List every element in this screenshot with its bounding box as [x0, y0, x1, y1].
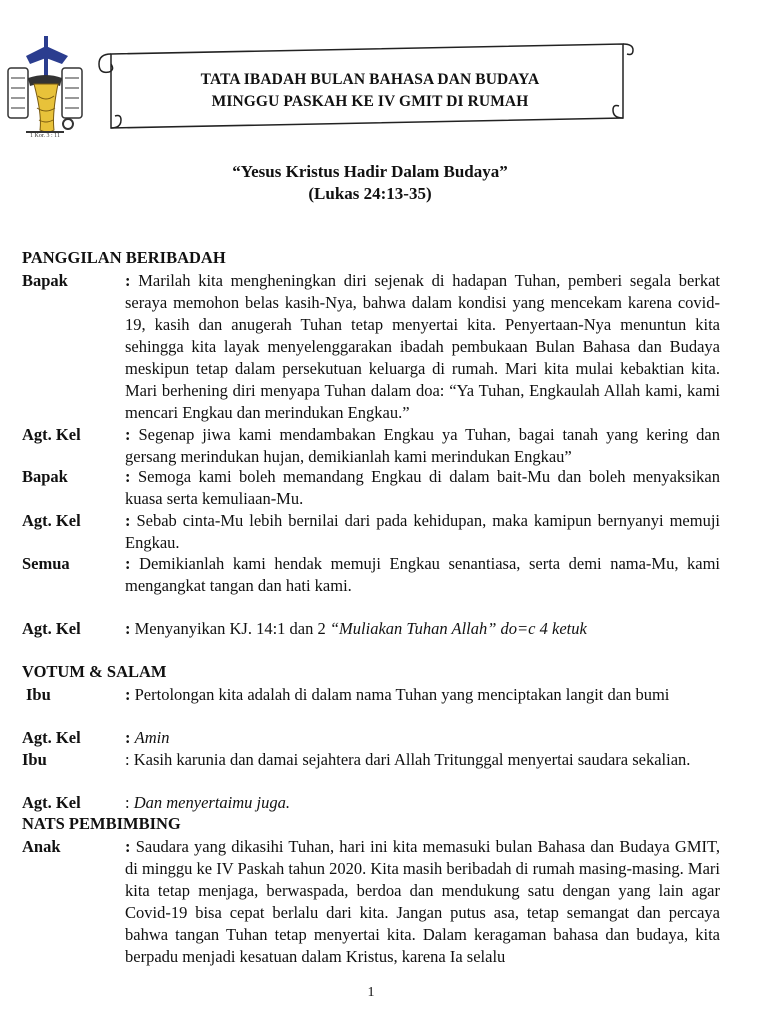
- section-heading-votum: VOTUM & SALAM: [22, 662, 167, 681]
- liturgy-text: : Kasih karunia dan damai sejahtera dari Allah Tritunggal menyertai saudara sekalian.: [125, 750, 691, 769]
- speaker-label: Anak: [22, 837, 61, 856]
- speaker-label: Agt. Kel: [22, 619, 81, 638]
- logo-caption: 1 Kor. 3 : 11: [30, 133, 60, 139]
- sermon-theme: [0, 161, 740, 205]
- liturgy-text: : Marilah kita mengheningkan diri sejenak di hadapan Tuhan, pemberi segala berkat seraya memohon belas kasih-Nya, bahwa dalam kondisi yang mencekam karena covid-19, kasih dan anugerah Tuhan tetap menyertai kita. Penyertaan-Nya menuntun kita sehingga kita layak menyelenggarakan ibadah pembukaan Bulan Bahasa dan Budaya meskipun tetap dalam persekutuan keluarga di rumah. Mari kita mulai kebaktian kita. Mari berhening diri menyapa Tuhan dalam doa: “Ya Tuhan, Engkaulah Allah kami, kami mencari Engkau dan merindukan Engkau.”: [125, 271, 721, 422]
- liturgy-line: [22, 510, 720, 554]
- liturgy-text: : Demikianlah kami hendak memuji Engkau senantiasa, serta demi nama-Mu, kami mengangkat tangan dan hati kami.: [125, 554, 721, 595]
- section-heading-nats: NATS PEMBIMBING: [22, 814, 181, 833]
- speaker-label: Bapak: [22, 467, 68, 486]
- speaker-label: Semua: [22, 554, 70, 573]
- section-heading-panggilan: PANGGILAN BERIBADAH: [22, 248, 226, 267]
- hymn-title: “Muliakan Tuhan Allah” do=c 4 ketuk: [329, 619, 587, 638]
- liturgy-line: [22, 836, 720, 968]
- title-line-2: MINGGU PASKAH KE IV GMIT DI RUMAH: [211, 93, 529, 110]
- liturgy-text: : Dan menyertaimu juga.: [125, 793, 290, 812]
- liturgy-line: [22, 270, 720, 424]
- document-title: [150, 69, 590, 113]
- speaker-label: Agt. Kel: [22, 728, 81, 747]
- liturgy-text: : Amin: [125, 728, 170, 747]
- speaker-label: Agt. Kel: [22, 425, 81, 444]
- liturgy-text: : Segenap jiwa kami mendambakan Engkau ya Tuhan, bagai tanah yang kering dan gersang merindukan hujan, demikianlah kami merindukan Engkau”: [125, 425, 721, 466]
- liturgy-line: [22, 792, 720, 814]
- speaker-label: Ibu: [22, 750, 47, 769]
- speaker-label: Agt. Kel: [22, 793, 81, 812]
- theme-reference: (Lukas 24:13-35): [308, 184, 432, 203]
- speaker-label: Bapak: [22, 271, 68, 290]
- liturgy-line: [22, 749, 720, 771]
- liturgy-text: : Semoga kami boleh memandang Engkau di dalam bait-Mu dan boleh menyaksikan kuasa serta kemuliaan-Mu.: [125, 467, 720, 508]
- speaker-label: Ibu: [26, 685, 51, 704]
- speaker-label: Agt. Kel: [22, 511, 81, 530]
- liturgy-text: : Pertolongan kita adalah di dalam nama Tuhan yang menciptakan langit dan bumi: [125, 685, 670, 704]
- title-line-1: TATA IBADAH BULAN BAHASA DAN BUDAYA: [200, 71, 540, 88]
- liturgy-line: [22, 618, 720, 640]
- liturgy-line: [22, 424, 720, 468]
- liturgy-line: [22, 553, 720, 597]
- theme-title: “Yesus Kristus Hadir Dalam Budaya”: [232, 162, 508, 181]
- liturgy-line: [22, 684, 720, 706]
- liturgy-line: [22, 466, 720, 510]
- church-emblem-icon: [6, 34, 84, 146]
- liturgy-line: [22, 727, 720, 749]
- page-number: 1: [367, 985, 375, 1000]
- liturgy-text: : Menyanyikan KJ. 14:1 dan 2 “Muliakan Tuhan Allah” do=c 4 ketuk: [125, 619, 587, 638]
- liturgy-text: : Sebab cinta-Mu lebih bernilai dari pada kehidupan, maka kamipun bernyanyi memuji Engkau.: [125, 511, 720, 552]
- liturgy-text: : Saudara yang dikasihi Tuhan, hari ini kita memasuki bulan Bahasa dan Budaya GMIT, di minggu ke IV Paskah tahun 2020. Kita masih beribadah di rumah masing-masing. Mari kita tetap menjaga, berwaspada, berdoa dan mendukung satu dengan yang lain agar Covid-19 bisa cepat berlalu dari kita. Jangan putus asa, tetap semangat dan percaya bahwa tangan Tuhan tetap menyertai kita. Dalam keragaman bahasa dan budaya, kita berpadu menjadi kesatuan dalam Kristus, karena Ia selalu: [125, 837, 720, 966]
